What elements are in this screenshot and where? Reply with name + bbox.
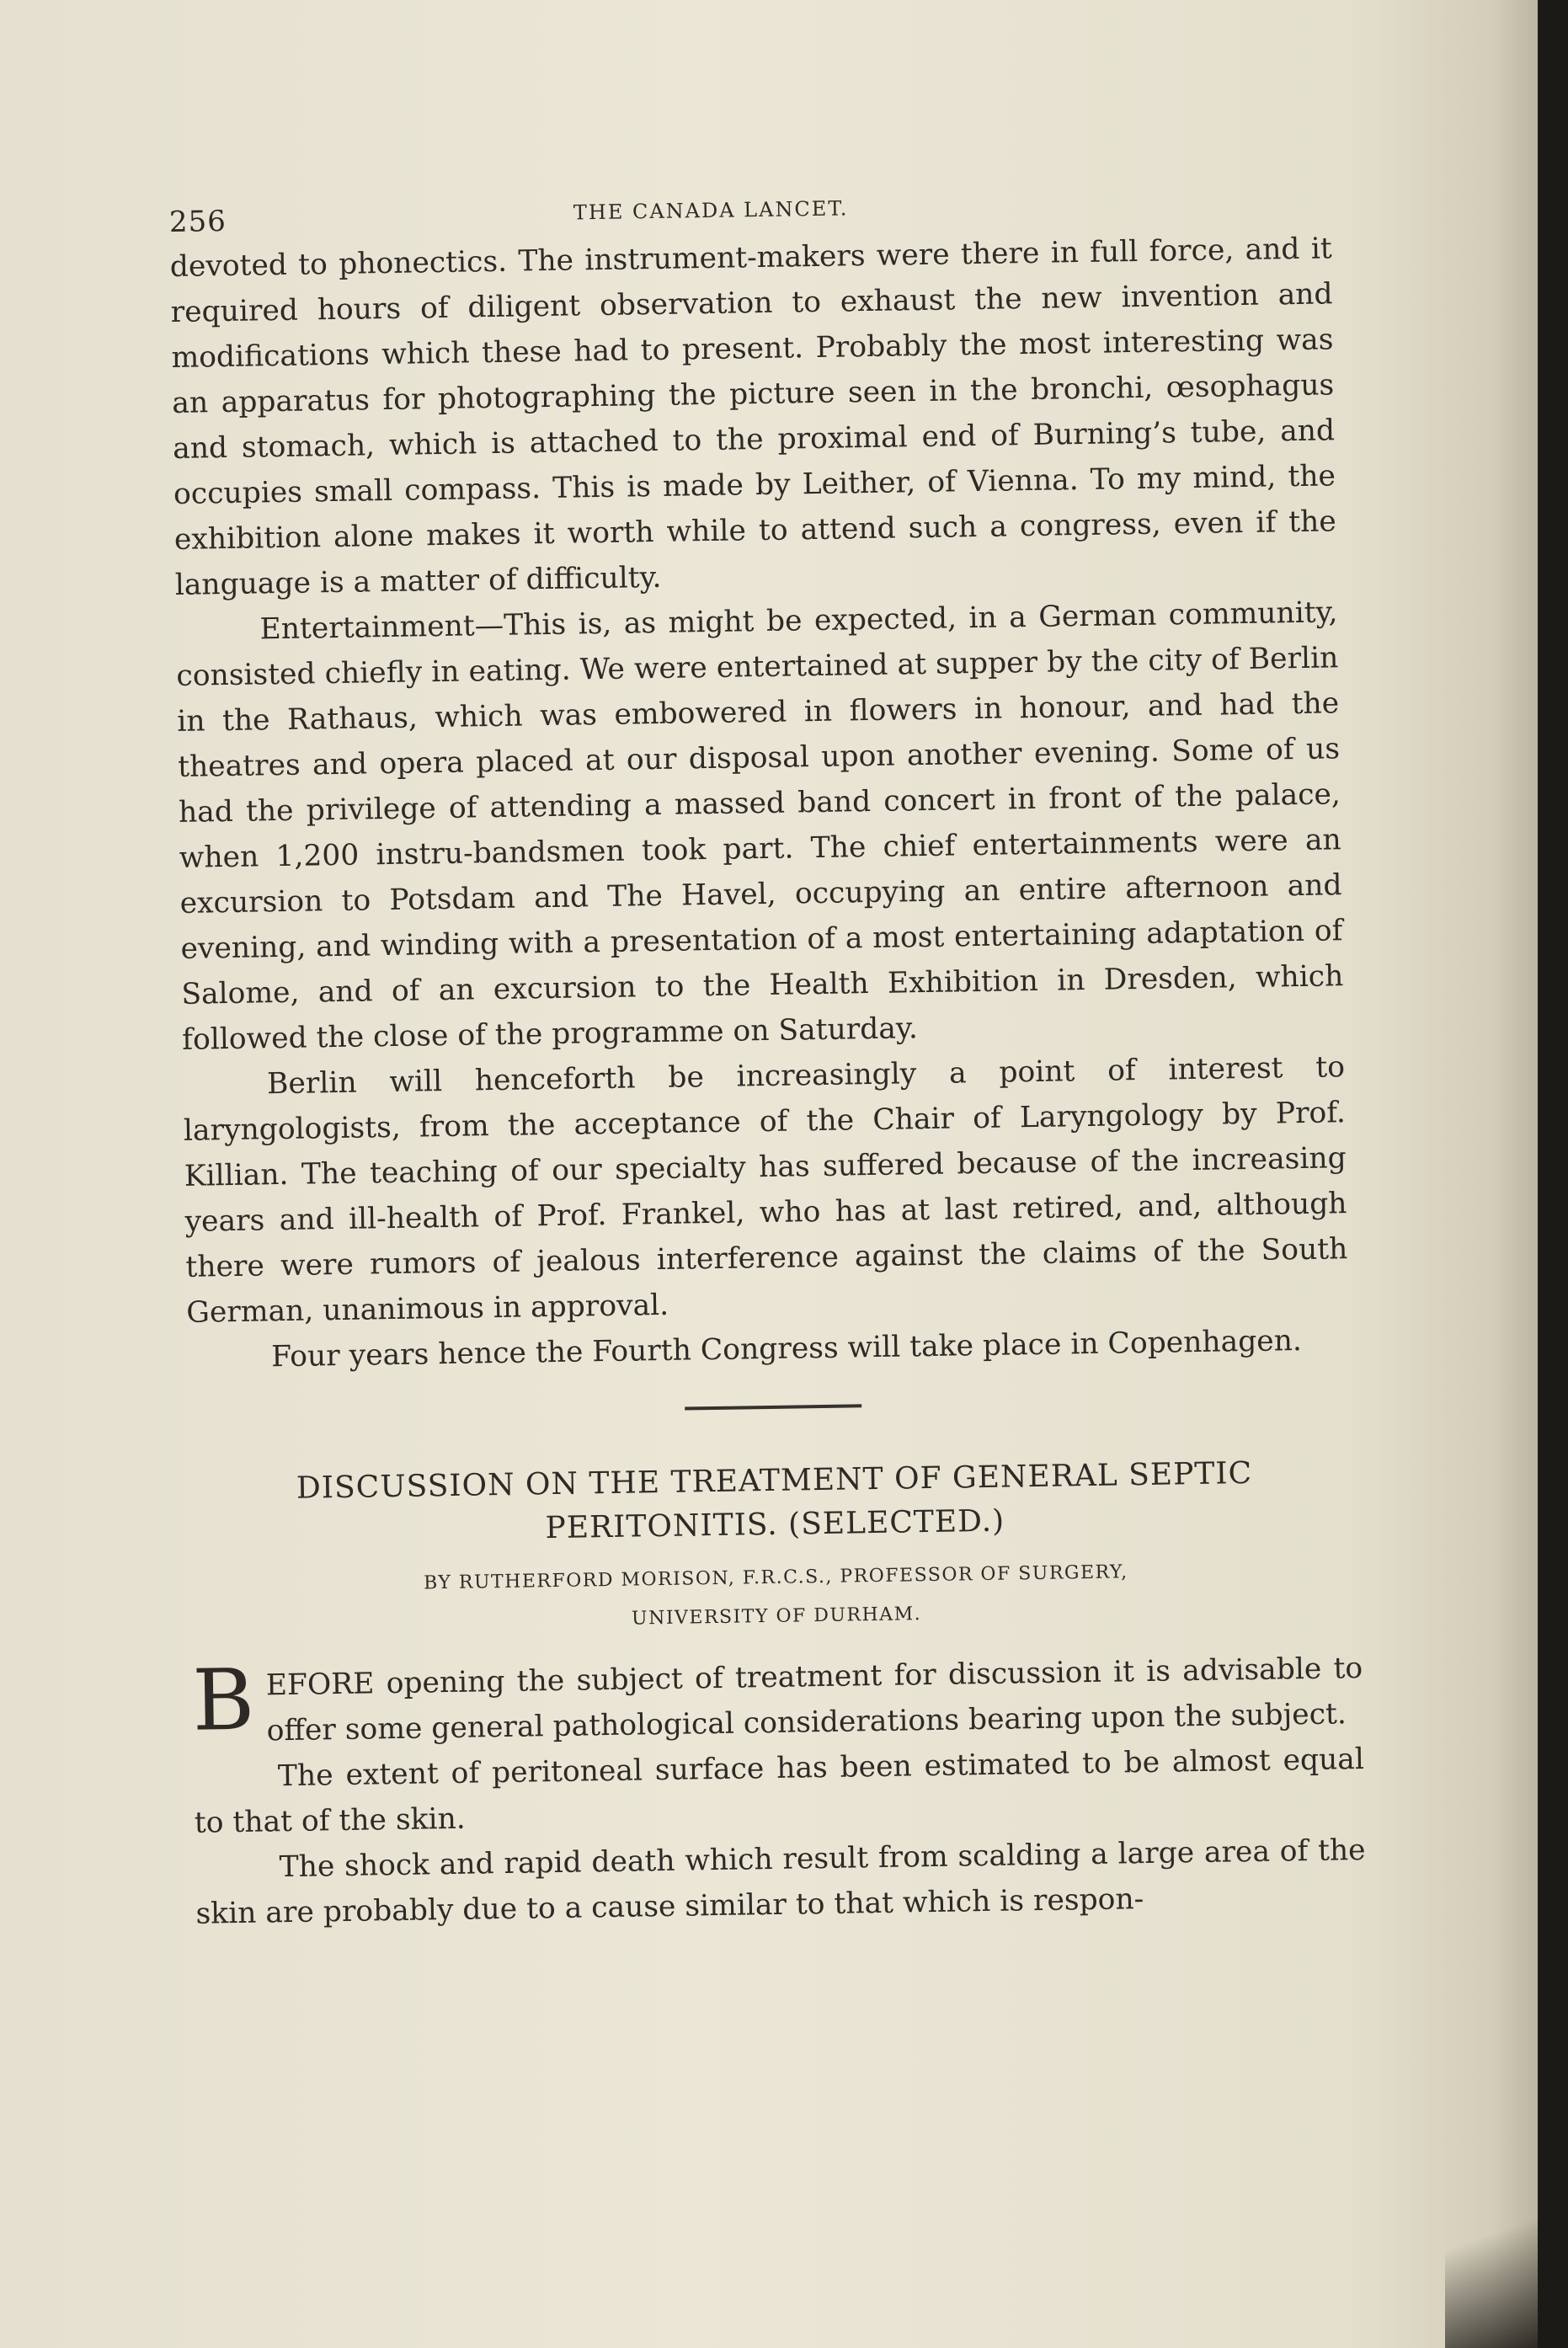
page-number: 256 [168, 204, 227, 239]
byline-affiliation: UNIVERSITY OF DURHAM. [631, 1604, 922, 1630]
page-content [168, 150, 1375, 1937]
page-corner-shadow [1445, 2163, 1538, 2348]
article-title-line-1: DISCUSSION ON THE TREATMENT OF GENERAL SEPTIC [296, 1455, 1253, 1506]
paragraph-shock: The shock and rapid death which result from scalding a large area of the skin are probably due to a cause similar to that which is respon- [195, 1833, 1366, 1931]
drop-cap: B [191, 1650, 255, 1750]
journal-title: THE CANADA LANCET. [573, 196, 849, 225]
paragraph-phonetics: devoted to phonectics. The instrument-makers were there in full force, and it required hours of diligent observation to exhaust the new invention and modifications which these had to present. Probably the most interesting was an apparatus for photographing the picture seen in the bronchi, œsophagus and stomach, which is attached to the proximal end of Burning’s tube, and occupies small compass. This is made by Leither, of Vienna. To my mind, the exhibition alone makes it worth while to attend such a congress, even if the language is a matter of difficulty. [169, 232, 1337, 602]
article-byline [190, 1550, 1362, 1646]
lead-text: EFORE opening the subject of treatment for discussion it is advisable to offer some general pathological considerations bearing upon the subject. [265, 1651, 1363, 1748]
paragraph-entertainment: Entertainment—This is, as might be expected, in a German community, consisted chiefly in eating. We were entertained at supper by the city of Berlin in the Rathaus, which was embowered in flowers in honour, and had the theatres and opera placed at our disposal upon another evening. Some of us had the privilege of attending a massed band concert in front of the palace, when 1,200 instru-bandsmen took part. The chief entertainments were an excursion to Potsdam and The Havel, occupying an entire afternoon and evening, and winding with a presentation of a most entertaining adaptation of Salome, and of an excursion to the Health Exhibition in Dresden, which followed the close of the programme on Saturday. [176, 595, 1344, 1057]
section-divider [685, 1404, 861, 1410]
paragraph-fourth-congress: Four years hence the Fourth Congress will take place in Copenhagen. [270, 1324, 1303, 1374]
article-title-line-2: PERITONITIS. (SELECTED.) [545, 1503, 1005, 1546]
article-title [189, 1450, 1360, 1556]
paragraph-peritoneal-surface: The extent of peritoneal surface has been estimated to be almost equal to that of the skin. [194, 1742, 1365, 1840]
paragraph-berlin: Berlin will henceforth be increasingly a point of interest to laryngologists, from the acceptance of the Chair of Laryngology by Prof. Killian. The teaching of our specialty has suffered because of the increasing years and ill-health of Prof. Frankel, who has at last retired, and, although there were rumors of jealous interference against the claims of the South German, unanimous in approval. [183, 1050, 1348, 1330]
byline-author: BY RUTHERFORD MORISON, F.R.C.S., PROFESSOR OF SURGERY, [423, 1561, 1128, 1594]
